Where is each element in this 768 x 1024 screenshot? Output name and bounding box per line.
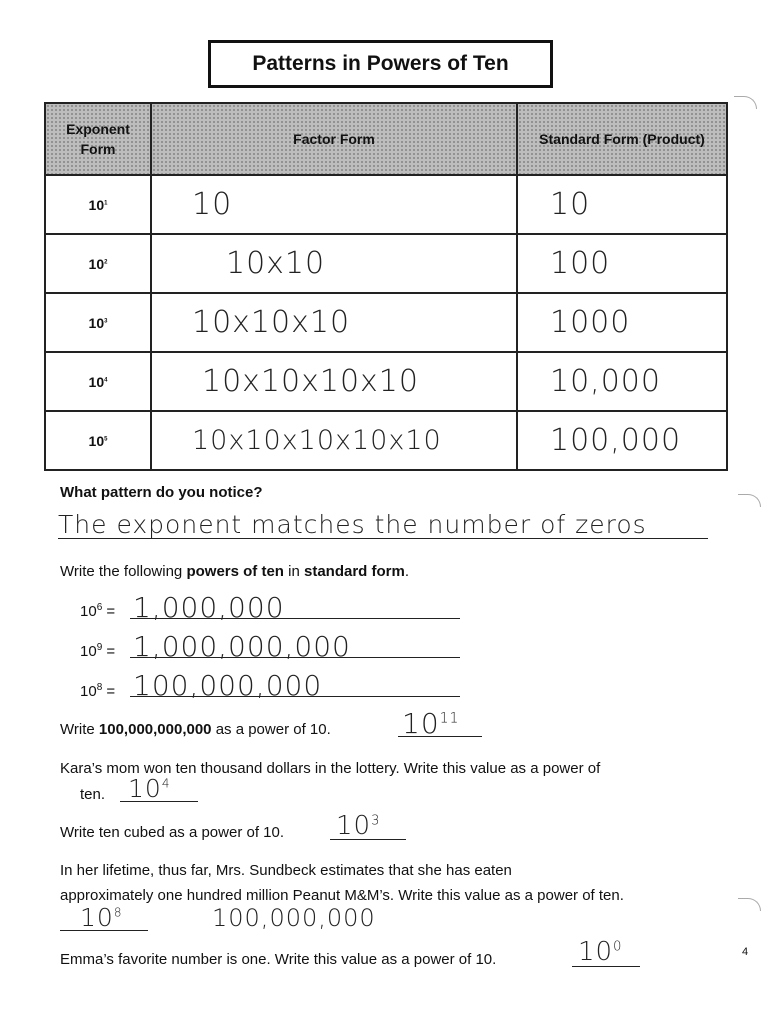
header-factor-form: Factor Form [151,103,517,175]
exponent-cell: $10^1$ [45,175,151,234]
exponent-cell: $10^3$ [45,293,151,352]
worksheet-title-box [208,40,553,88]
worksheet-title: Patterns in Powers of Ten [252,52,509,75]
kara-question-line1: Kara’s mom won ten thousand dollars in the lottery. Write this value as a power of [60,760,601,777]
page-number: 4 [742,946,749,958]
mm-question-line2: approximately one hundred million Peanut M&M’s. Write this value as a power of ten. [60,887,624,904]
exponent-cell: $10^4$ [45,352,151,411]
emma-question: Emma’s favorite number is one. Write this value as a power of 10. [60,951,497,968]
exponent-cell: $10^5$ [45,411,151,470]
header-standard-form: Standard Form (Product) [517,103,727,175]
pattern-answer: The exponent matches the number of zeros [58,510,647,539]
table-row [45,352,727,411]
factor-cell: 10x10x10 [151,293,517,352]
pattern-question: What pattern do you notice? [60,484,263,501]
standard-form-item: $10^9$ = [80,642,116,660]
scan-mark [738,898,761,911]
table-header-row [45,103,727,175]
scan-mark [738,494,761,507]
table-row [45,411,727,470]
table-row [45,293,727,352]
header-exponent-form: Exponent Form [45,103,151,175]
factor-cell: 10 [151,175,517,234]
standard-form-item: $10^6$ = [80,602,116,620]
power-question-billion: Write 100,000,000,000 as a power of 10. [60,721,331,738]
billion-answer: $10^{11}$ [402,707,460,740]
standard-cell: 10,000 [517,352,727,411]
standard-form-item: $10^8$ = [80,682,116,700]
powers-table [44,102,728,471]
mm-work: 100,000,000 [212,904,376,932]
factor-cell: 10x10x10x10x10 [151,411,517,470]
factor-cell: 10x10 [151,234,517,293]
exponent-cell: $10^2$ [45,234,151,293]
cubed-question: Write ten cubed as a power of 10. [60,824,285,841]
cubed-answer: $10^3$ [336,811,381,841]
standard-cell: 100,000 [517,411,727,470]
table-row [45,234,727,293]
standard-form-answer: 100,000,000 [133,669,323,702]
standard-form-answer: 1,000,000,000 [133,630,351,663]
kara-question-line2: ten. [80,786,106,803]
factor-cell: 10x10x10x10 [151,352,517,411]
scan-mark [734,96,757,109]
kara-answer: $10^4$ [128,774,171,803]
standard-form-answer: 1,000,000 [133,591,285,624]
mm-question-line1: In her lifetime, thus far, Mrs. Sundbeck estimates that she has eaten [60,862,512,879]
standard-cell: 100 [517,234,727,293]
standard-form-instruction: Write the following powers of ten in standard form. [60,563,410,580]
emma-answer: $10^0$ [578,937,623,967]
standard-cell: 1000 [517,293,727,352]
mm-answer: $10^8$ [80,903,123,932]
table-row [45,175,727,234]
standard-cell: 10 [517,175,727,234]
